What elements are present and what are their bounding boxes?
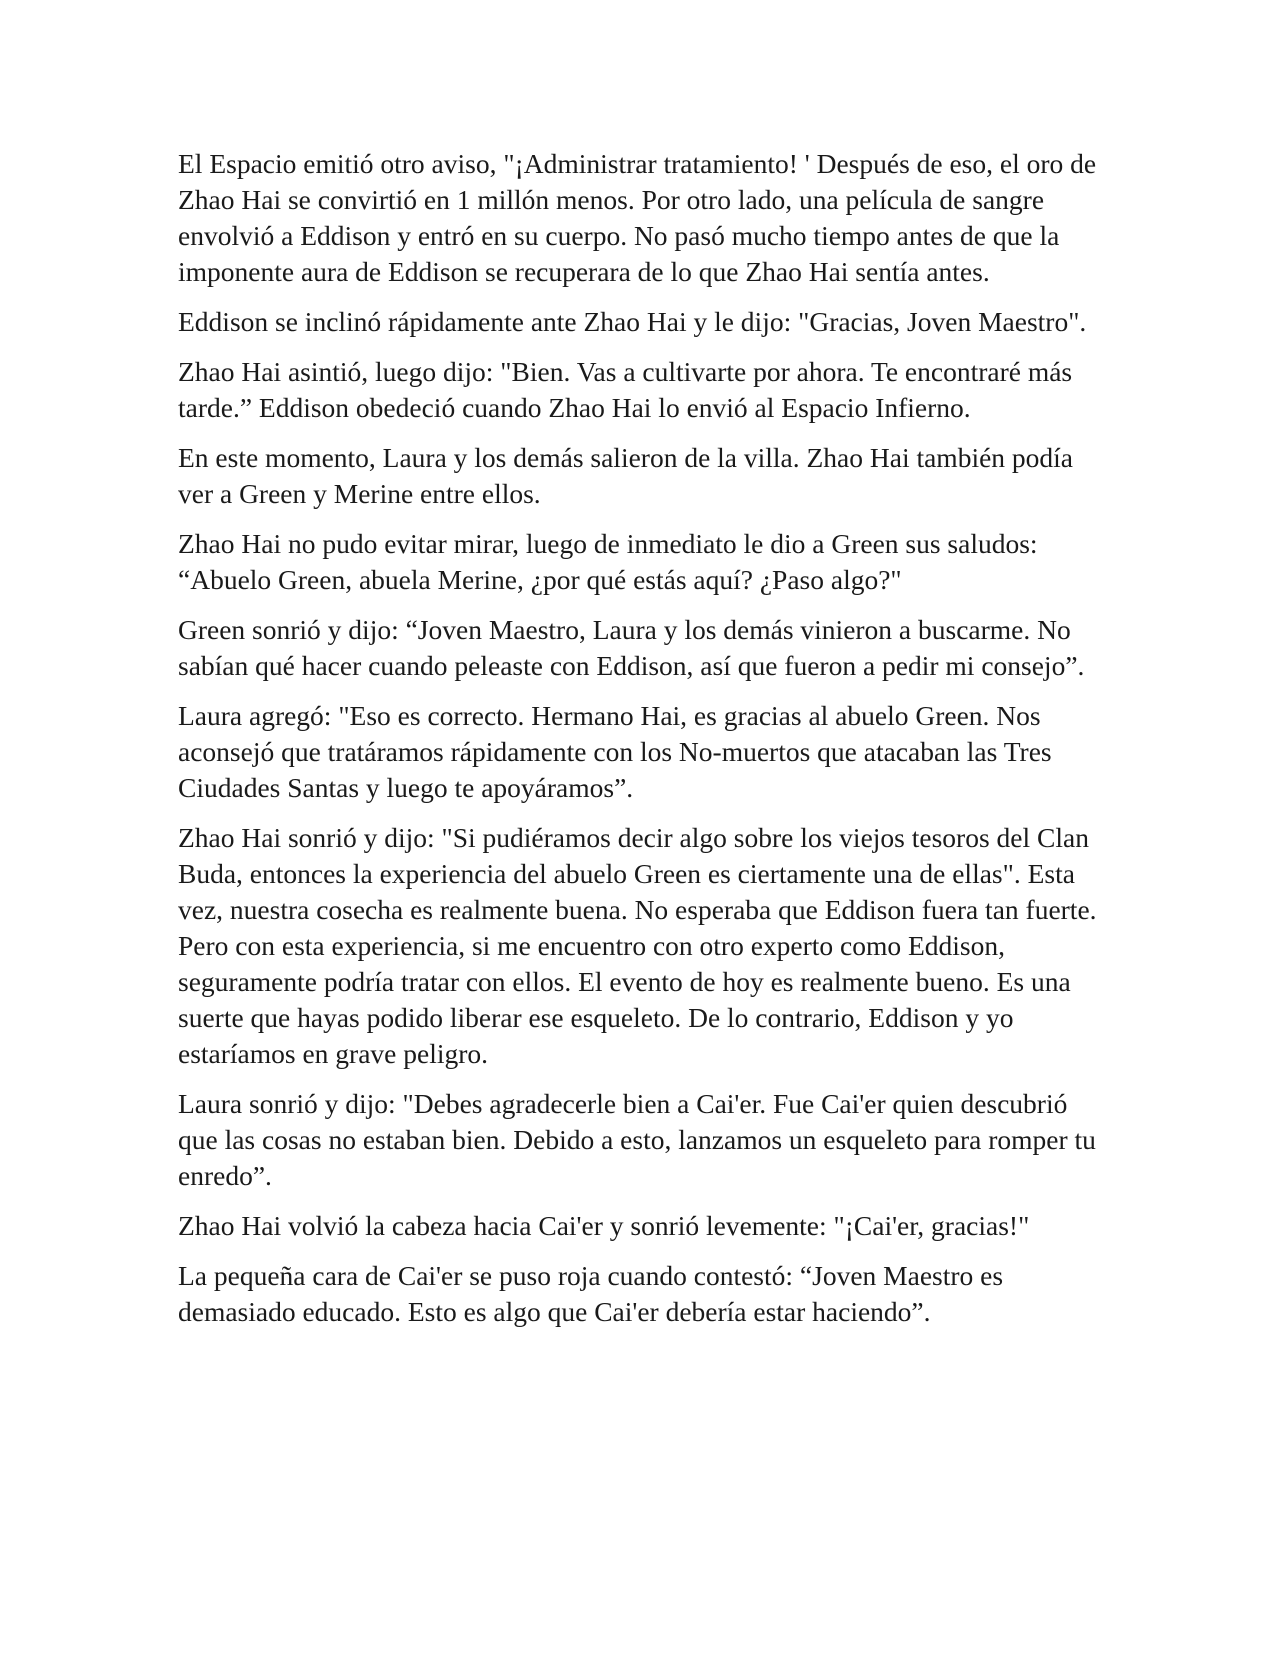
paragraph: El Espacio emitió otro aviso, "¡Administrar tratamiento! ' Después de eso, el oro de Zhao Hai se convirtió en 1 millón menos. Por otro lado, una película de sangre envolvió a Eddison y entró en su cuerpo. No pasó mucho tiempo antes de que la imponente aura de Eddison se recuperara de lo que Zhao Hai sentía antes. [178, 148, 1097, 287]
paragraph: Zhao Hai asintió, luego dijo: "Bien. Vas a cultivarte por ahora. Te encontraré más tarde.” Eddison obedeció cuando Zhao Hai lo envió al Espacio Infierno. [178, 356, 1073, 423]
document-body [178, 146, 1108, 1344]
paragraph: La pequeña cara de Cai'er se puso roja cuando contestó: “Joven Maestro es demasiado educado. Esto es algo que Cai'er debería estar haciendo”. [178, 1260, 1004, 1327]
paragraph: Eddison se inclinó rápidamente ante Zhao Hai y le dijo: "Gracias, Joven Maestro". [178, 306, 1087, 337]
paragraph: Laura agregó: "Eso es correcto. Hermano Hai, es gracias al abuelo Green. Nos aconsejó que tratáramos rápidamente con los No-muertos que atacaban las Tres Ciudades Santas y luego te apoyáramos”. [178, 700, 1052, 803]
paragraph: Zhao Hai sonrió y dijo: "Si pudiéramos decir algo sobre los viejos tesoros del Clan Buda, entonces la experiencia del abuelo Green es ciertamente una de ellas". Esta vez, nuestra cosecha es realmente buena. No esperaba que Eddison fuera tan fuerte. Pero con esta experiencia, si me encuentro con otro experto como Eddison, seguramente podría tratar con ellos. El evento de hoy es realmente bueno. Es una suerte que hayas podido liberar ese esqueleto. De lo contrario, Eddison y yo estaríamos en grave peligro. [178, 822, 1097, 1069]
paragraph: Zhao Hai volvió la cabeza hacia Cai'er y sonrió levemente: "¡Cai'er, gracias!" [178, 1210, 1030, 1241]
paragraph: Laura sonrió y dijo: "Debes agradecerle bien a Cai'er. Fue Cai'er quien descubrió que las cosas no estaban bien. Debido a esto, lanzamos un esqueleto para romper tu enredo”. [178, 1088, 1096, 1191]
paragraph: Zhao Hai no pudo evitar mirar, luego de inmediato le dio a Green sus saludos: “Abuelo Green, abuela Merine, ¿por qué estás aquí? ¿Paso algo?" [178, 528, 1038, 595]
paragraph: Green sonrió y dijo: “Joven Maestro, Laura y los demás vinieron a buscarme. No sabían qué hacer cuando peleaste con Eddison, así que fueron a pedir mi consejo”. [178, 614, 1085, 681]
paragraph: En este momento, Laura y los demás salieron de la villa. Zhao Hai también podía ver a Green y Merine entre ellos. [178, 442, 1074, 509]
